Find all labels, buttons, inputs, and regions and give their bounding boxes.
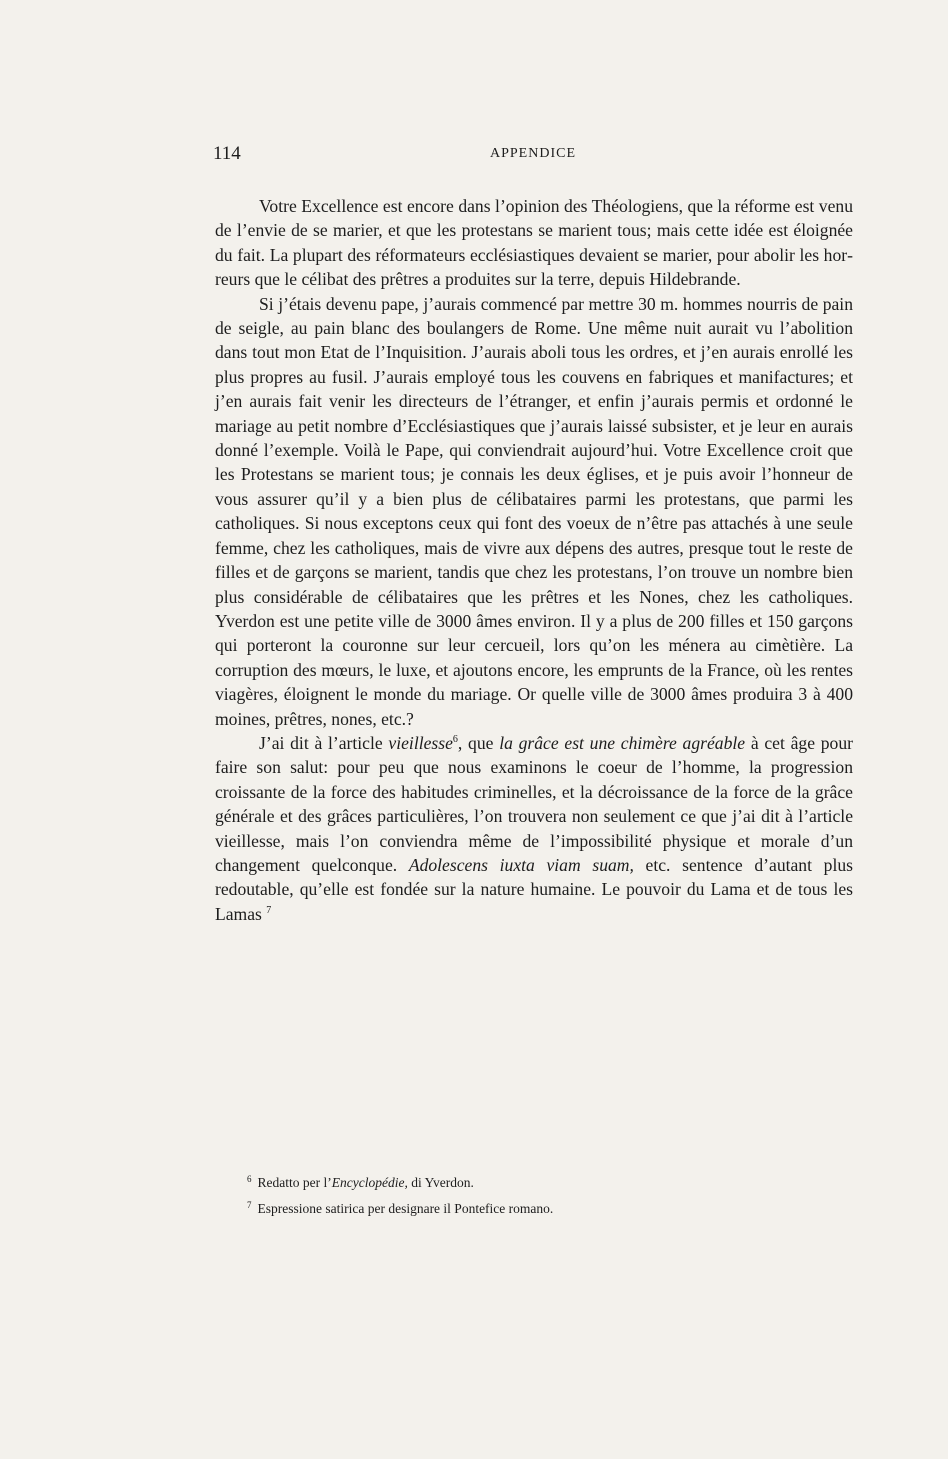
text-run: , que (457, 732, 500, 753)
text-run: Si j’étais devenu pape, j’aurais commencé par mettre 30 m. hommes nourris de pain de seigle, au pain blanc des boulangers de Rome. Une même nuit aurait vu l’abolition dans tout mon Etat de l’Inquisition. J’aurais aboli tous les ordres, et j’en aurais enrollé les plus propres au fusil. J’aurais employé tous les couvens en fabriques et manifactures; et j’en aurais fait venir les directeurs de l’étranger, et enfin j’aurais permis et ordonné le mariage au petit nombre d’Ecclésiastiques que j’aurais laissé subsister, et je leur en aurais donné l’exemple. Voilà le Pape, qui conviendrait aujourd’hui. Votre Excellence croit que les Protestans se marient tous; je connais les deux églises, et je puis avoir l’honneur de vous assurer qu’il y a bien plus de célibataires parmi les protestans, que parmi les catholiques. Si nous exceptons ceux qui font des voeux de n’être pas attachés à une seule femme, chez les catholiques, mais de vivre aux dépens des autres, presque tout le reste de filles et de garçons se marient, tandis que chez les protestans, l’on trouve un nombre bien plus considérable de célibataires que les prêtres et les Nones, chez les catholiques. Yverdon est une petite ville de 3000 âmes environ. Il y a plus de 200 filles et 150 garçons qui porteront la couronne sur leur cercueil, lors qu’on les ménera au cimètière. La corruption des mœurs, le luxe, et ajoutons encore, les emprunts de la France, où les rentes viagères, éloignent le monde du mariage. Or quelle ville de 3000 âmes produira 3 à 400 moines, prêtres, nones, etc.? (215, 293, 853, 729)
italic-text: Adolescens iuxta viam suam, (408, 854, 634, 875)
text-run: à cet âge pour faire son salut: pour peu que nous examinons le coeur de l’homme, la progression croissante de la force des habitudes criminelles, et la décroissance de la force de la grâce générale et des grâces particulières, l’on trouvera non seulement ce que j’ai dit à l’article vieillesse, mais l’on conviendra même de l’impossibilité physique et morale d’un changement quelconque. (215, 732, 854, 875)
text-run: J’ai dit à l’article (259, 732, 389, 753)
text-run: Votre Excellence est encore dans l’opinion des Théologiens, que la réforme est venu de l’envie de se marier, et que les protestans se marient tous; mais cette idée est éloignée du fait. La plupart des réformateurs ecclésiastiques devaient se marier, pour abolir les horreurs que le célibat des prêtres a produites sur la terre, depuis Hildebrande. (215, 196, 853, 290)
italic-text: vieillesse (388, 732, 453, 753)
italic-text: Encyclopédie, (331, 1175, 408, 1190)
paragraph (215, 731, 853, 926)
footnote (215, 1168, 853, 1194)
footnote-text (258, 1175, 474, 1190)
text-run: etc. sentence d’autant plus redoutable, qu’elle est fondée sur la nature humaine. Le pouvoir du Lama et de tous les Lamas (215, 854, 853, 924)
footnote (215, 1194, 853, 1220)
running-head (213, 143, 853, 167)
footnote-number: 6 (247, 1174, 252, 1184)
footnote-text (258, 1201, 554, 1216)
text-run: di Yverdon. (407, 1175, 474, 1190)
italic-text: la grâce est une chimère agréable (499, 732, 746, 753)
page-number: 114 (213, 143, 241, 164)
text-run: Redatto per l’ (257, 1175, 332, 1190)
text-run: Espressione satirica per designare il Pontefice romano. (257, 1201, 554, 1216)
paragraph (215, 194, 853, 292)
footnotes (215, 1168, 853, 1220)
footnote-reference: 6 (452, 733, 458, 745)
footnote-reference: 7 (266, 904, 272, 916)
body-text (215, 194, 853, 926)
running-title: APPENDICE (489, 146, 576, 161)
paragraph (215, 292, 853, 731)
footnote-number: 7 (247, 1200, 252, 1210)
